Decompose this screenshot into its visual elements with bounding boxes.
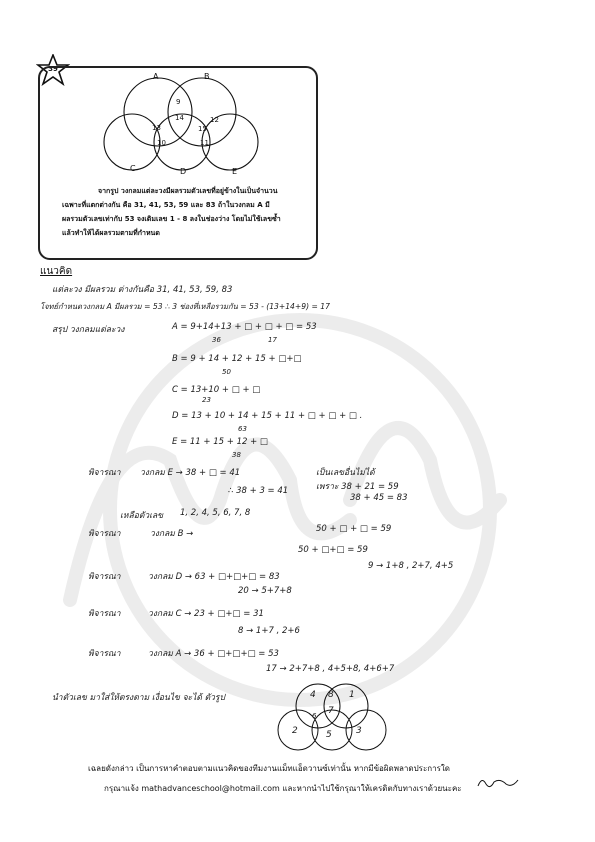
remaining-label: เหลือตัวเลข [120, 511, 164, 521]
solution-heading: แนวคิด [40, 266, 73, 277]
region-number: 15 [198, 125, 207, 133]
footer-line: กรุณาแจ้ง mathadvanceschool@hotmail.com และหากนำไปใช้กรุณาให้เครดิตกับทางเราด้วยนะคะ [104, 784, 462, 793]
answer-number: 8 [328, 690, 334, 700]
consider-b-eq: 50 + □+□ = 59 [298, 545, 368, 555]
consider-e: วงกลม E → 38 + □ = 41 [140, 468, 241, 478]
equation-a: A = 9+14+13 + □ + □ + □ = 53 [172, 322, 317, 332]
equation-e-sub: 38 [232, 451, 241, 459]
consider-label: พิจารณา [88, 529, 121, 539]
consider-a-note: 17 → 2+7+8 , 4+5+8, 4+6+7 [266, 664, 395, 674]
equation-c: C = 13+10 + □ + □ [172, 385, 261, 395]
equation-e: E = 11 + 15 + 12 + □ [172, 437, 268, 447]
equation-d: D = 13 + 10 + 14 + 15 + 11 + □ + □ + □ . [172, 411, 363, 421]
consider-e-note: เพราะ 38 + 21 = 59 [316, 482, 399, 492]
circle-label-c: C [130, 164, 136, 173]
answer-number: 4 [310, 690, 316, 700]
consider-c: วงกลม C → 23 + □+□ = 31 [148, 609, 264, 619]
answer-number: 3 [356, 726, 362, 736]
problem-text-line: จากรูป วงกลมแต่ละวงมีผลรวมตัวเลขที่อยู่ข้างในเป็นจำนวน [98, 187, 278, 195]
consider-d-note: 20 → 5+7+8 [238, 586, 292, 596]
equation-b-sub: 50 [222, 368, 231, 376]
equation-d-sub: 63 [238, 425, 247, 433]
answer-number: 5 [326, 730, 332, 740]
consider-b-eq: 50 + □ + □ = 59 [316, 524, 392, 534]
solution-line: โจทย์กำหนดวงกลม A มีผลรวม = 53 ∴ 3 ช่องที่เหลือรวมกัน = 53 - (13+14+9) = 17 [40, 302, 330, 311]
summary-label: สรุป วงกลมแต่ละวง [52, 325, 125, 335]
consider-label: พิจารณา [88, 609, 121, 619]
consider-c-note: 8 → 1+7 , 2+6 [238, 626, 300, 636]
region-number: 10 [157, 139, 166, 147]
equation-a-sub: 17 [268, 336, 277, 344]
consider-b-note: 9 → 1+8 , 2+7, 4+5 [368, 561, 454, 571]
answer-number: 7 [328, 706, 334, 716]
consider-d: วงกลม D → 63 + □+□+□ = 83 [148, 572, 280, 582]
region-number: 13 [152, 124, 161, 132]
region-number: 12 [210, 116, 219, 124]
consider-e-note: เป็นเลขอื่นไม่ได้ [316, 468, 375, 478]
circle-label-a: A [153, 72, 159, 81]
consider-e-result: ∴ 38 + 3 = 41 [228, 486, 289, 496]
remaining-numbers: 1, 2, 4, 5, 6, 7, 8 [180, 508, 251, 518]
consider-label: พิจารณา [88, 572, 121, 582]
footer-line: เฉลยดังกล่าว เป็นการหาคำตอบตามแนวคิดของทีมงานแม็ทแอ็ดวานซ์เท่านั้น หากมีข้อผิดพลาดประการใด [88, 764, 450, 773]
answer-number: 2 [292, 726, 298, 736]
circle-label-b: B [204, 72, 210, 81]
equation-b: B = 9 + 14 + 12 + 15 + □+□ [172, 354, 302, 364]
consider-a: วงกลม A → 36 + □+□+□ = 53 [148, 649, 279, 659]
signature-icon [476, 774, 520, 792]
consider-label: พิจารณา [88, 468, 121, 478]
region-number: 14 [175, 114, 184, 122]
consider-b: วงกลม B → [150, 529, 194, 539]
region-number: 11 [200, 139, 209, 147]
equation-a-sub: 36 [212, 336, 221, 344]
consider-label: พิจารณา [88, 649, 121, 659]
final-statement: นำตัวเลข มาใส่ให้ตรงตาม เงื่อนไข จะได้ ตัวรูป [52, 693, 225, 703]
consider-e-note: 38 + 45 = 83 [350, 493, 408, 503]
problem-text-line: ผลรวมตัวเลขเท่ากับ 53 จงเติมเลข 1 - 8 ลงในช่องว่าง โดยไม่ใช้เลขซ้ำ [62, 215, 281, 223]
answer-number: 6 [312, 712, 317, 720]
five-circle-diagram [90, 70, 270, 180]
problem-text-line: เฉพาะที่แตกต่างกัน คือ 31, 41, 53, 59 และ 83 ถ้าในวงกลม A มี [62, 201, 270, 209]
answer-number: 1 [349, 690, 355, 700]
solution-line: แต่ละวง มีผลรวม ต่างกันคือ 31, 41, 53, 59, 83 [52, 285, 233, 295]
circle-label-d: D [180, 167, 187, 176]
problem-text-line: แล้วทำให้ได้ผลรวมตามที่กำหนด [62, 229, 160, 237]
equation-c-sub: 23 [202, 396, 211, 404]
region-number: 9 [176, 98, 181, 106]
circle-label-e: E [232, 167, 238, 176]
problem-number: 39 [48, 65, 58, 73]
